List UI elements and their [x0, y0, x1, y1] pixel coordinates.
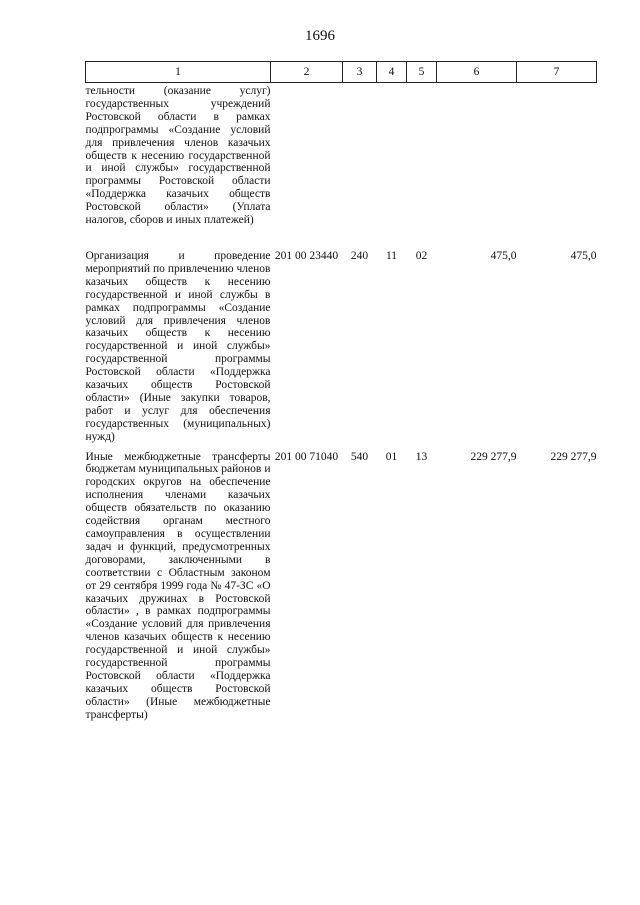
target-article-code: 201 00 71040: [274, 450, 339, 463]
column-header: 7: [517, 62, 597, 83]
amount-column-7: 475,0: [570, 249, 597, 262]
table-row: [86, 444, 597, 722]
amount-column-6: [437, 83, 517, 227]
expense-type-code: [343, 83, 377, 227]
amount-column-6: 475,0: [490, 249, 517, 262]
subsection-code: 13: [415, 450, 428, 463]
section-code: 01: [385, 450, 398, 463]
subsection-code: 02: [415, 249, 428, 262]
table-header-row: [86, 62, 597, 83]
subsection-code: [407, 83, 437, 227]
table-row: [86, 83, 597, 227]
column-header: 4: [377, 62, 407, 83]
column-header: 5: [407, 62, 437, 83]
table-row: [86, 227, 597, 444]
amount-column-7: [517, 83, 597, 227]
target-article-code: 201 00 23440: [274, 249, 339, 262]
row-description: Иные межбюджетные трансферты бюджетам муниципальных районов и городских округов на обеспечение исполнения членами казачьих обществ обязательств по оказанию содействия органам местного самоуправления в осуществлении задач и функций, предусмотренных договорами, заключенными в соответствии с Областным законом от 29 сентября 1999 года № 47-ЗС «О казачьих дружинах в Ростовской области» , в рамках подпрограммы «Создание условий для привлечения членов казачьих обществ к несению государственной и иной службы» государственной программы Ростовской области «Поддержка казачьих обществ Ростовской области» (Иные межбюджетные трансферты): [85, 450, 271, 721]
amount-column-6: 229 277,9: [470, 450, 517, 463]
column-header: 1: [86, 62, 271, 83]
row-description: тельности (оказание услуг) государственных учреждений Ростовской области в рамках подпрограммы «Создание условий для привлечения членов казачьих обществ к несению государственной и иной службы» государственной программы Ростовской области «Поддержка казачьих обществ Ростовской области» (Уплата налогов, сборов и иных платежей): [85, 85, 271, 227]
section-code: [377, 83, 407, 227]
budget-table: [85, 61, 597, 722]
row-description: Организация и проведение мероприятий по привлечению членов казачьих обществ к несению государственной и иной службы в рамках подпрограммы «Создание условий для привлечения членов казачьих обществ к несению государственной и иной службы» государственной программы Ростовской области «Поддержка казачьих обществ Ростовской области» (Иные закупки товаров, работ и услуг для обеспечения государственных (муниципальных) нужд): [85, 249, 271, 443]
section-code: 11: [385, 249, 398, 262]
page-number: 1696: [305, 28, 335, 44]
target-article-code: [271, 83, 343, 227]
column-header: 3: [343, 62, 377, 83]
column-header: 2: [271, 62, 343, 83]
expense-type-code: 540: [350, 450, 369, 463]
expense-type-code: 240: [350, 249, 369, 262]
column-header: 6: [437, 62, 517, 83]
amount-column-7: 229 277,9: [550, 450, 597, 463]
